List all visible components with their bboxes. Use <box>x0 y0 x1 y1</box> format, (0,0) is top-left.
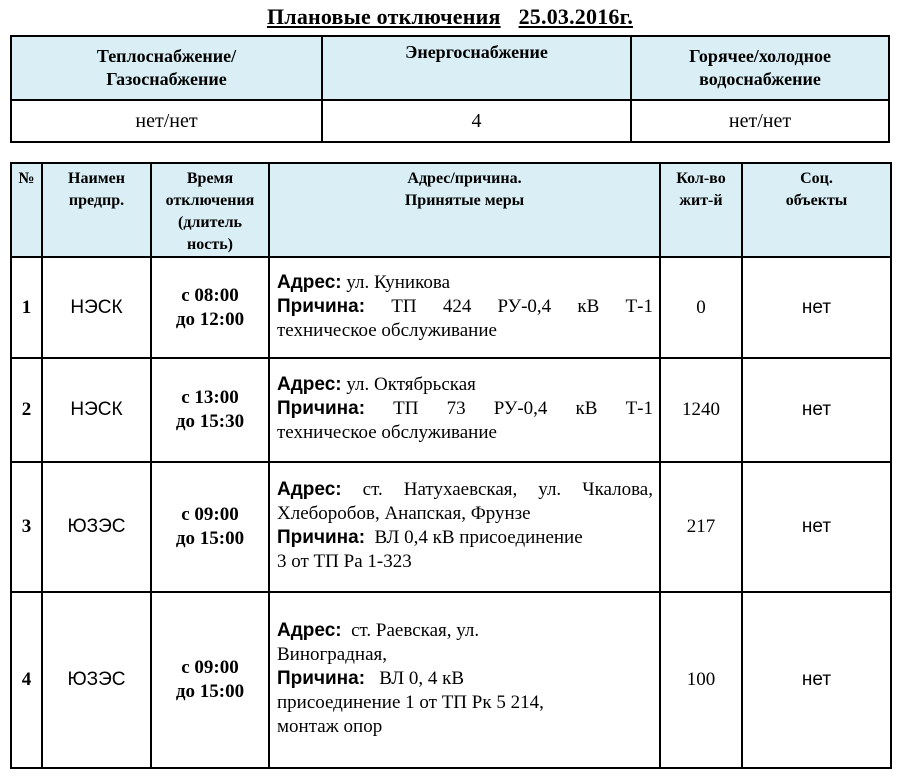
summary-header-water: Горячее/холодное водоснабжение <box>631 36 889 100</box>
row-social: нет <box>742 592 891 768</box>
row-time: с 08:00 до 12:00 <box>151 257 269 358</box>
row-org: ЮЗЭС <box>42 462 151 592</box>
row-count: 217 <box>660 462 742 592</box>
summary-value-heat-gas: нет/нет <box>11 100 322 142</box>
table-row <box>11 257 891 358</box>
summary-values-row <box>11 100 889 142</box>
row-num: 3 <box>11 462 42 592</box>
row-org: ЮЗЭС <box>42 592 151 768</box>
row-social: нет <box>742 462 891 592</box>
row-org: НЭСК <box>42 257 151 358</box>
title-text: Плановые отключения <box>266 4 501 29</box>
header-social: Соц. объекты <box>742 163 891 257</box>
row-count: 0 <box>660 257 742 358</box>
header-time: Время отключения (длитель ность) <box>151 163 269 257</box>
title-date: 25.03.2016г. <box>518 4 634 29</box>
row-time: с 09:00 до 15:00 <box>151 462 269 592</box>
row-num: 2 <box>11 358 42 462</box>
row-social: нет <box>742 358 891 462</box>
header-address: Адрес/причина. Принятые меры <box>269 163 660 257</box>
row-num: 4 <box>11 592 42 768</box>
table-row <box>11 462 891 592</box>
row-time: с 13:00 до 15:30 <box>151 358 269 462</box>
row-address-reason: Адрес: ул. Куникова Причина: ТП 424 РУ-0,4 кВ Т-1 техническое обслуживание <box>269 257 660 358</box>
table-row <box>11 358 891 462</box>
summary-header-power: Энергоснабжение <box>322 36 631 100</box>
row-count: 100 <box>660 592 742 768</box>
row-address-reason: Адрес: ст. Натухаевская, ул. Чкалова, Хлеборобов, Анапская, Фрунзе Причина: ВЛ 0,4 кВ присоединение 3 от ТП Ра 1-323 <box>269 462 660 592</box>
row-social: нет <box>742 257 891 358</box>
row-time: с 09:00 до 15:00 <box>151 592 269 768</box>
summary-value-water: нет/нет <box>631 100 889 142</box>
page-title <box>0 4 900 30</box>
row-count: 1240 <box>660 358 742 462</box>
header-count: Кол-во жит-й <box>660 163 742 257</box>
summary-header-heat-gas: Теплоснабжение/ Газоснабжение <box>11 36 322 100</box>
outages-header-row <box>11 163 891 257</box>
row-org: НЭСК <box>42 358 151 462</box>
header-num: № <box>11 163 42 257</box>
summary-table <box>10 35 890 143</box>
summary-value-power: 4 <box>322 100 631 142</box>
table-row <box>11 592 891 768</box>
header-org: Наимен предпр. <box>42 163 151 257</box>
row-address-reason: Адрес: ул. Октябрьская Причина: ТП 73 РУ-0,4 кВ Т-1 техническое обслуживание <box>269 358 660 462</box>
row-num: 1 <box>11 257 42 358</box>
summary-header-row <box>11 36 889 100</box>
outages-table <box>10 162 892 769</box>
row-address-reason: Адрес: ст. Раевская, ул. Виноградная, Причина: ВЛ 0, 4 кВ присоединение 1 от ТП Рк 5 214, монтаж опор <box>269 592 660 768</box>
